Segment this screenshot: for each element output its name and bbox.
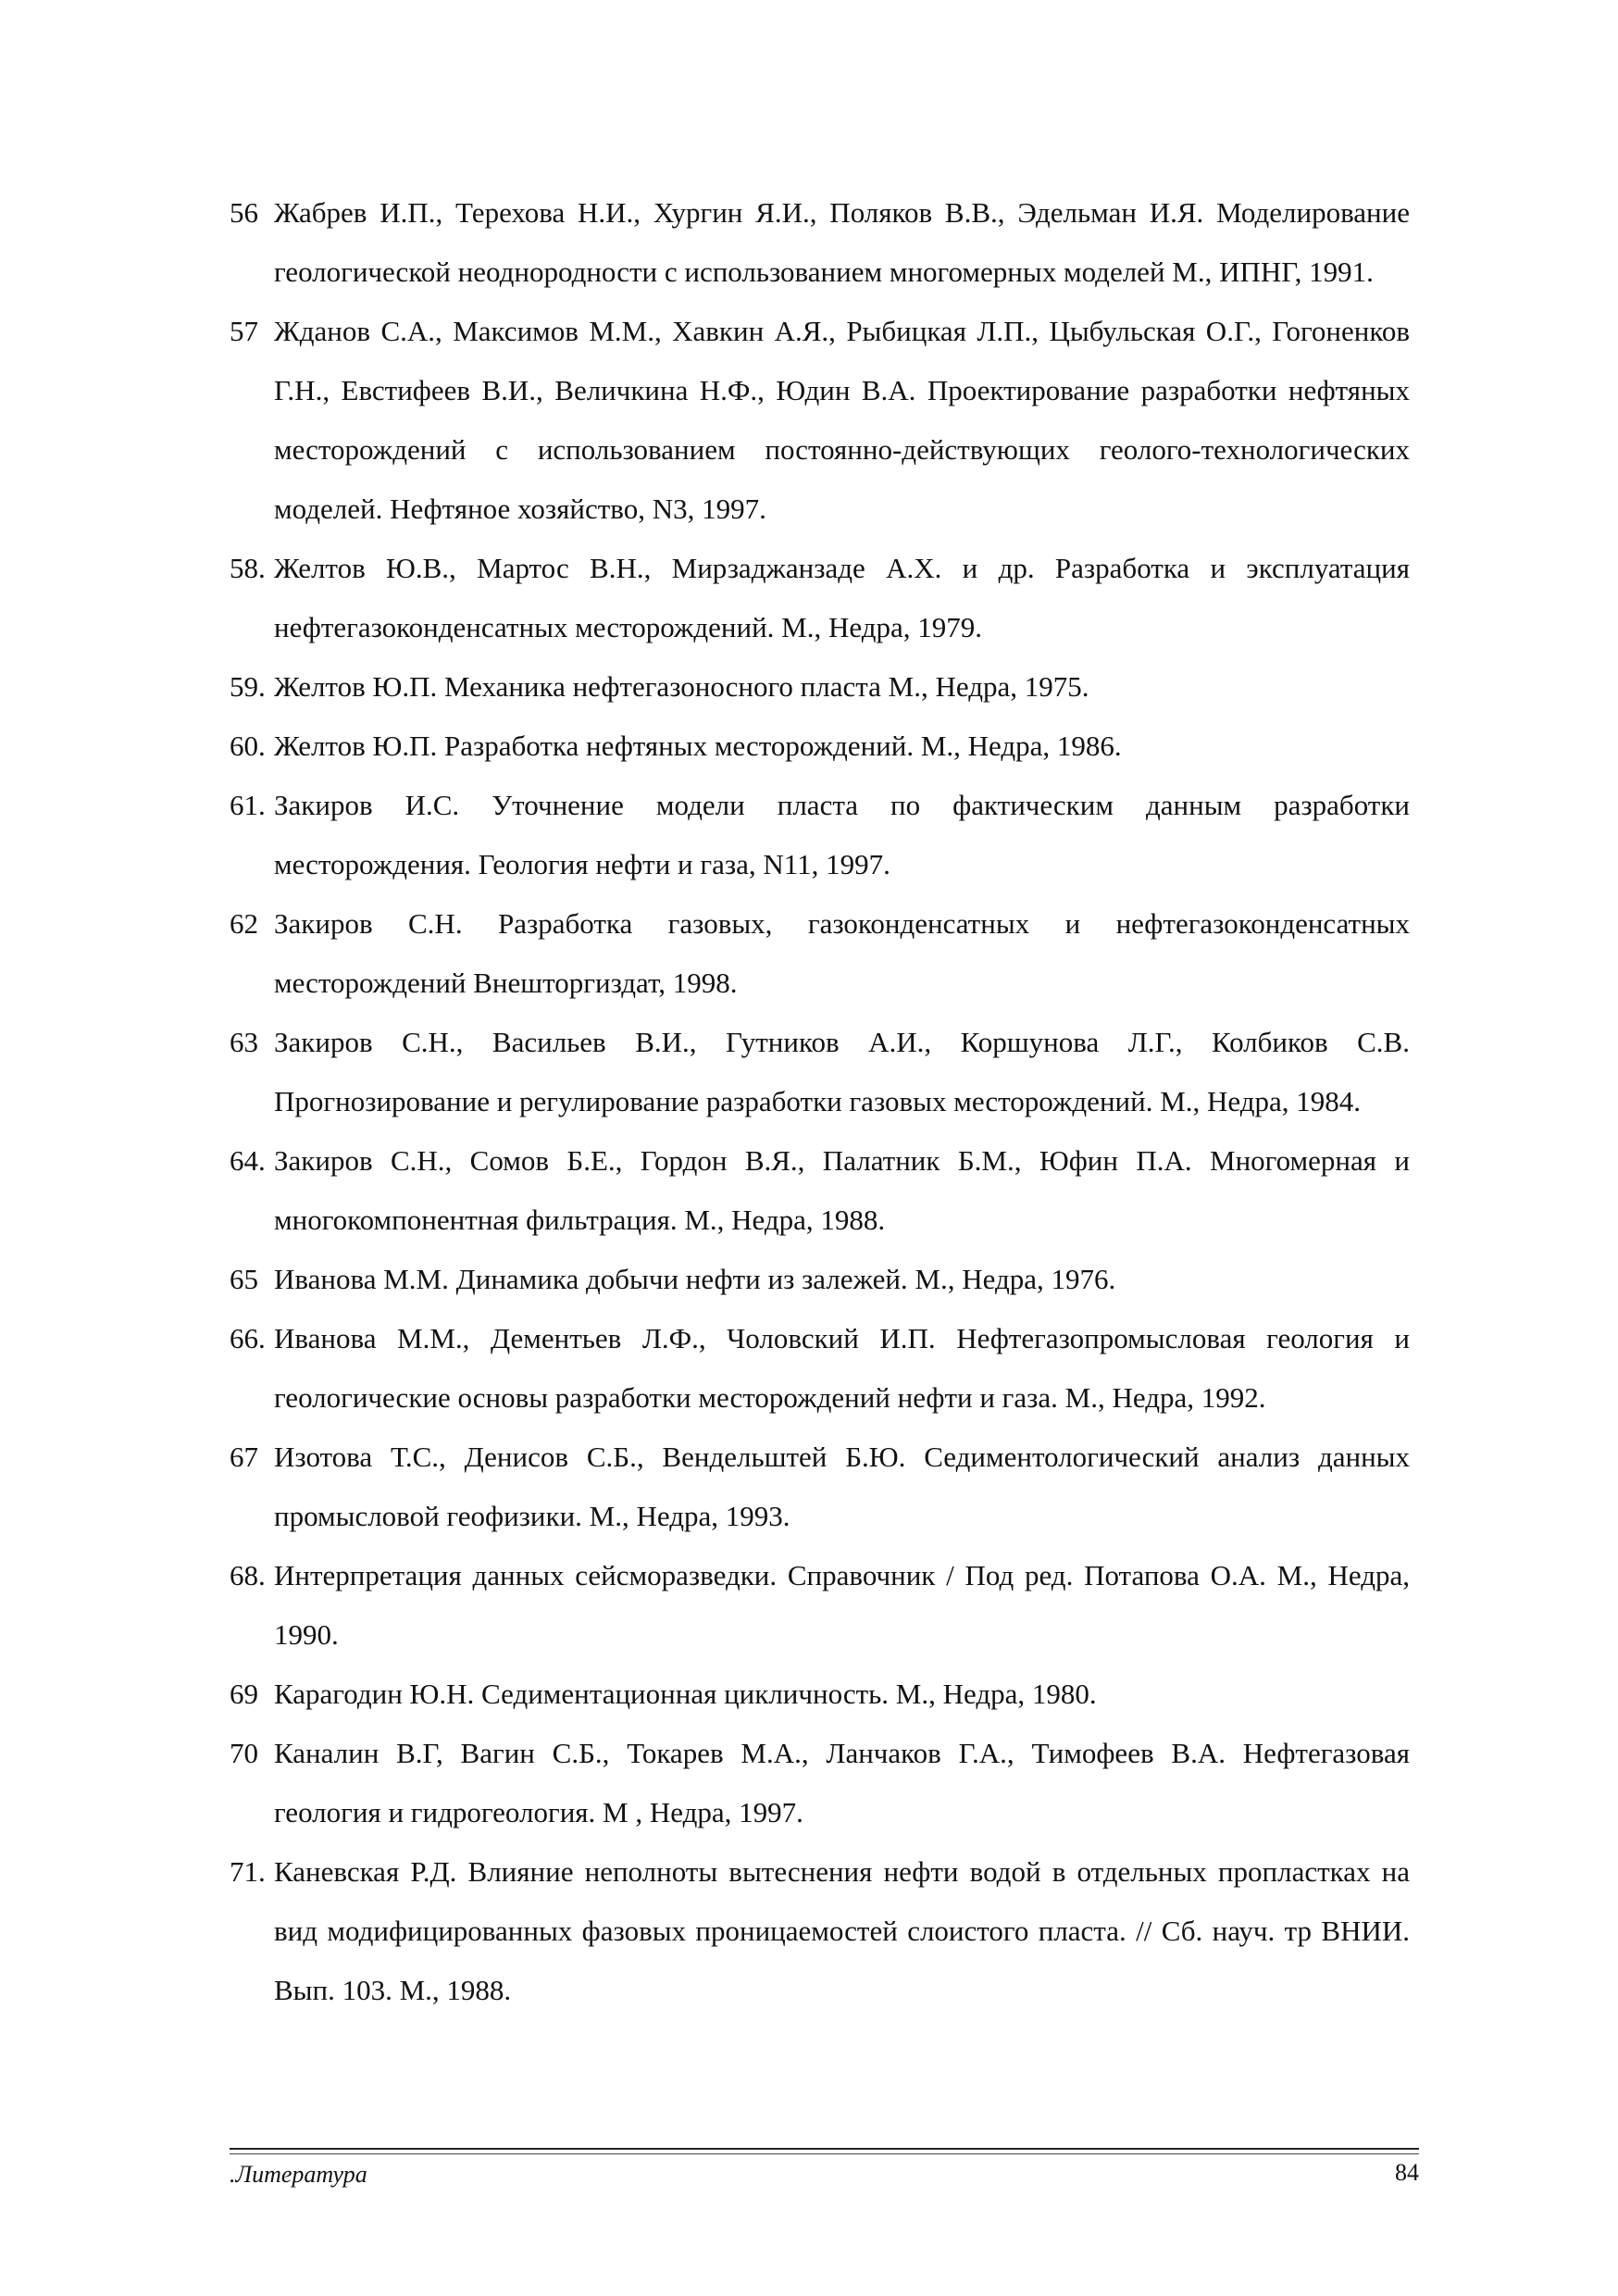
reference-item xyxy=(230,657,1410,717)
reference-item xyxy=(230,1309,1410,1428)
reference-text: Каналин В.Г, Вагин С.Б., Токарев М.А., Ланчаков Г.А., Тимофеев В.А. Нефтегазовая геология и гидрогеология. М , Недра, 1997. xyxy=(274,1737,1410,1828)
reference-number: 60. xyxy=(230,730,266,762)
reference-text: Каневская Р.Д. Влияние неполноты вытеснения нефти водой в отдельных пропластках на вид модифицированных фазовых проницаемостей слоистого пласта. // Сб. науч. тр ВНИИ. Вып. 103. М., 1988. xyxy=(274,1855,1410,2006)
reference-text: Желтов Ю.П. Механика нефтегазоносного пласта М., Недра, 1975. xyxy=(274,670,1089,703)
reference-item xyxy=(230,1250,1410,1309)
reference-number: 64. xyxy=(230,1144,266,1177)
reference-item xyxy=(230,894,1410,1013)
reference-text: Желтов Ю.П. Разработка нефтяных месторождений. М., Недра, 1986. xyxy=(274,730,1122,762)
reference-text: Жабрев И.П., Терехова Н.И., Хургин Я.И., Поляков В.В., Эдельман И.Я. Моделирование геологической неоднородности с использованием многомерных моделей М., ИПНГ, 1991. xyxy=(274,196,1410,288)
reference-text: Закиров С.Н., Сомов Б.Е., Гордон В.Я., Палатник Б.М., Юфин П.А. Многомерная и многокомпонентная фильтрация. М., Недра, 1988. xyxy=(274,1144,1410,1236)
reference-number: 69 xyxy=(230,1678,258,1710)
reference-item xyxy=(230,776,1410,894)
reference-text: Иванова М.М., Дементьев Л.Ф., Чоловский И.П. Нефтегазопромысловая геология и геологические основы разработки месторождений нефти и газа. М., Недра, 1992. xyxy=(274,1322,1410,1414)
reference-number: 57 xyxy=(230,315,258,347)
reference-number: 65 xyxy=(230,1263,258,1295)
reference-list xyxy=(230,183,1410,2020)
reference-number: 66. xyxy=(230,1322,266,1354)
reference-text: Закиров С.Н., Васильев В.И., Гутников А.И., Коршунова Л.Г., Колбиков С.В. Прогнозирование и регулирование разработки газовых месторождений. М., Недра, 1984. xyxy=(274,1026,1410,1117)
footer-divider-thin xyxy=(230,2153,1419,2154)
reference-item xyxy=(230,1013,1410,1131)
reference-number: 58. xyxy=(230,552,266,584)
reference-number: 71. xyxy=(230,1855,266,1888)
reference-text: Жданов С.А., Максимов М.М., Хавкин А.Я., Рыбицкая Л.П., Цыбульская О.Г., Гогоненков Г.Н., Евстифеев В.И., Величкина Н.Ф., Юдин В.А. Проектирование разработки нефтяных месторождений с использованием постоянно-действующих геолого-технологических моделей. Нефтяное хозяйство, N3, 1997. xyxy=(274,315,1410,525)
reference-item xyxy=(230,183,1410,302)
reference-item xyxy=(230,1724,1410,1842)
reference-text: Карагодин Ю.Н. Седиментационная цикличность. М., Недра, 1980. xyxy=(274,1678,1097,1710)
reference-number: 70 xyxy=(230,1737,258,1769)
reference-number: 56 xyxy=(230,196,258,229)
reference-number: 63 xyxy=(230,1026,258,1058)
reference-item xyxy=(230,1665,1410,1724)
reference-item xyxy=(230,302,1410,539)
reference-number: 61. xyxy=(230,789,266,821)
reference-number: 68. xyxy=(230,1559,266,1591)
reference-text: Интерпретация данных сейсморазведки. Справочник / Под ред. Потапова О.А. М., Недра, 1990. xyxy=(274,1559,1410,1651)
reference-text: Закиров И.С. Уточнение модели пласта по фактическим данным разработки месторождения. Геология нефти и газа, N11, 1997. xyxy=(274,789,1410,880)
reference-text: Желтов Ю.В., Мартос В.Н., Мирзаджанзаде А.Х. и др. Разработка и эксплуатация нефтегазоконденсатных месторождений. М., Недра, 1979. xyxy=(274,552,1410,643)
reference-text: Иванова М.М. Динамика добычи нефти из залежей. М., Недра, 1976. xyxy=(274,1263,1116,1295)
reference-number: 67 xyxy=(230,1441,258,1473)
reference-text: Изотова Т.С., Денисов С.Б., Вендельштей Б.Ю. Седиментологический анализ данных промысловой геофизики. М., Недра, 1993. xyxy=(274,1441,1410,1532)
reference-item xyxy=(230,539,1410,657)
reference-item xyxy=(230,717,1410,776)
reference-number: 59. xyxy=(230,670,266,703)
reference-item xyxy=(230,1546,1410,1665)
reference-item xyxy=(230,1131,1410,1250)
reference-text: Закиров С.Н. Разработка газовых, газоконденсатных и нефтегазоконденсатных месторождений Внешторгиздат, 1998. xyxy=(274,907,1410,999)
reference-item xyxy=(230,1428,1410,1546)
footer-section-title: .Литература xyxy=(230,2161,367,2188)
reference-number: 62 xyxy=(230,907,258,940)
footer-divider xyxy=(230,2148,1419,2150)
reference-item xyxy=(230,1842,1410,2020)
page-number: 84 xyxy=(1395,2159,1419,2186)
